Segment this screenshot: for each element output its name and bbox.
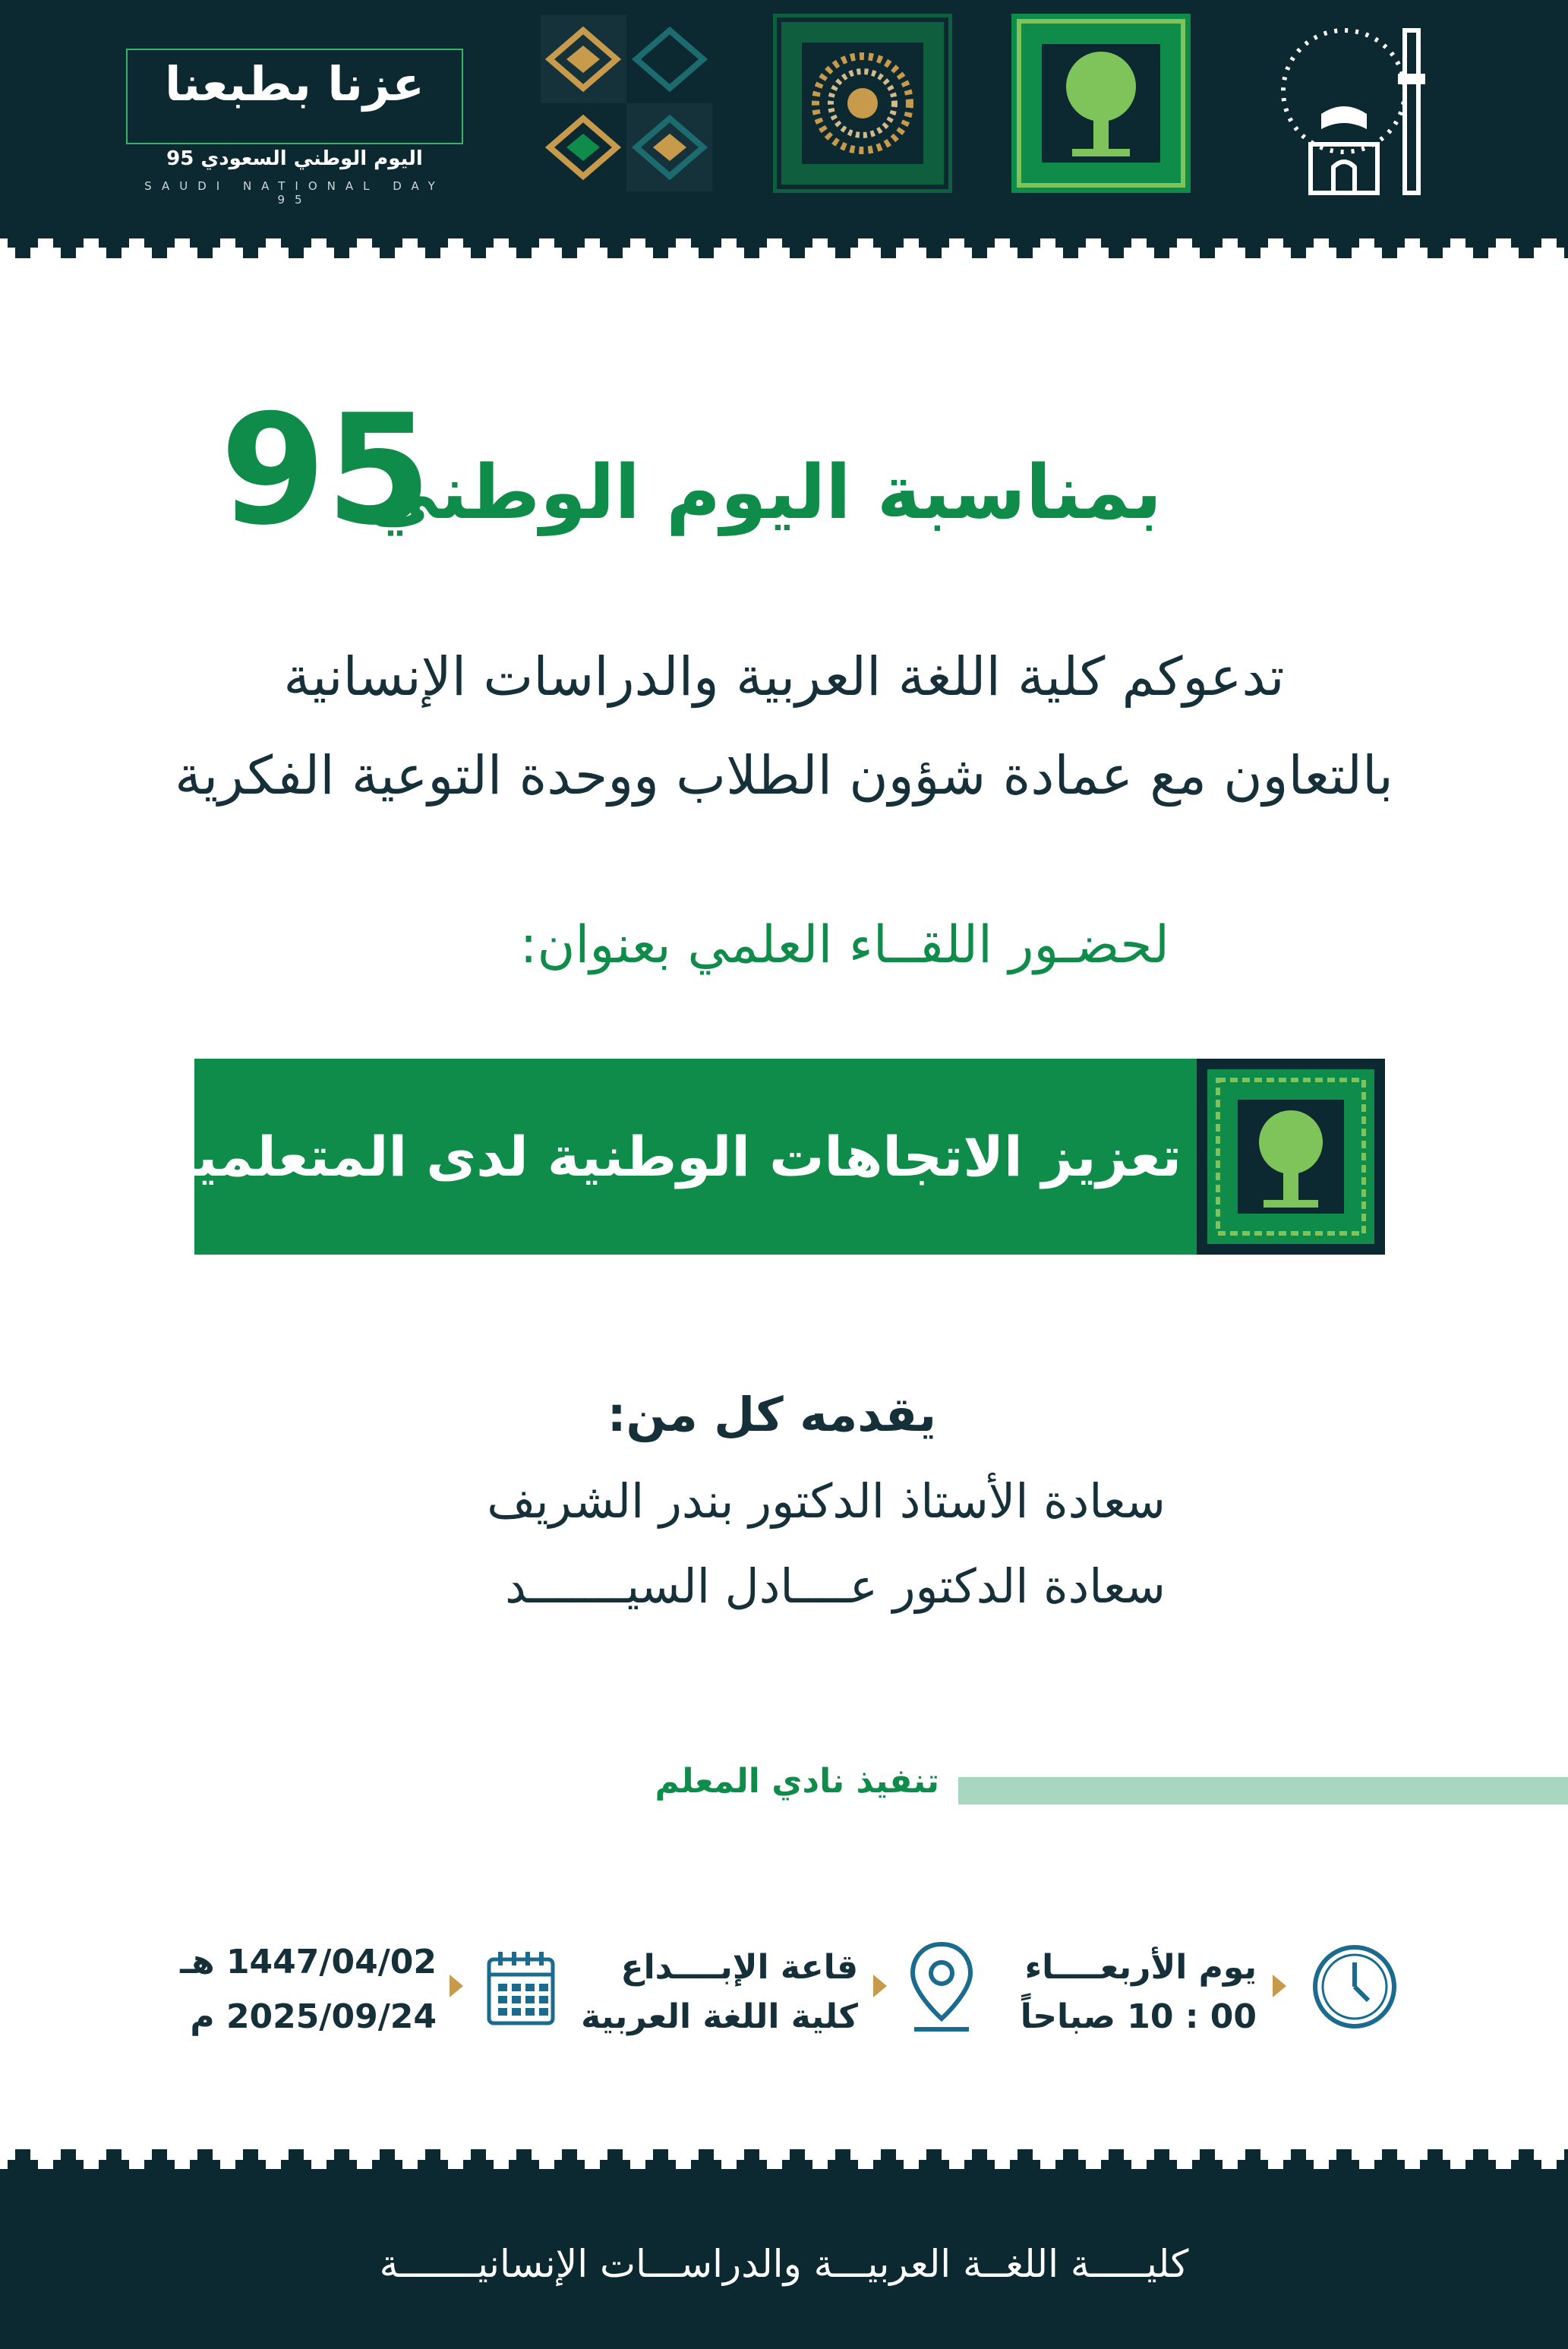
lecture-prefix: لحضـور اللقــاء العلمي بعنوان: <box>519 915 1169 975</box>
university-emblem-icon <box>1260 15 1443 197</box>
pattern-tile-tree <box>1011 14 1191 193</box>
presenters-heading: يقدمه كل من: <box>607 1387 936 1442</box>
event-hall: قاعة الإبــــداع <box>620 1948 858 1987</box>
banner-tree-tile <box>1197 1059 1385 1255</box>
time-arrow-icon <box>1273 1975 1286 1997</box>
location-pin-icon <box>908 1940 975 2034</box>
page-title: بمناسبة اليوم الوطني <box>364 450 1162 536</box>
pattern-tile-diamonds <box>541 15 712 191</box>
presenter-name: سعادة الدكتور عــــادل السيـــــــد <box>505 1558 1166 1614</box>
intro-line-1: تدعوكم كلية اللغة العربية والدراسات الإنسانية <box>283 646 1285 708</box>
clock-icon <box>1311 1943 1399 2031</box>
execution-credit: تنفيذ نادي المعلم <box>655 1762 939 1801</box>
event-time: 00 : 10 صباحاً <box>1020 1997 1257 2036</box>
logo-subtitle: اليوم الوطني السعودي 95 <box>166 147 423 170</box>
lecture-title: تعزيز الاتجاهات الوطنية لدى المتعلمين <box>147 1125 1182 1189</box>
footer-stepped-border <box>0 2149 1568 2180</box>
date-arrow-icon <box>450 1975 463 1997</box>
national-day-number: 95 <box>220 382 432 559</box>
national-day-logo <box>126 49 463 144</box>
event-day: يوم الأربعــــاء <box>1024 1948 1257 1987</box>
location-arrow-icon <box>873 1975 887 1997</box>
calendar-icon <box>484 1949 557 2028</box>
execution-accent-bar <box>958 1777 1568 1804</box>
footer-college-name: كليـــــة اللغــة العربيـــة والدراســـات الإنسانيـــــــة <box>379 2242 1189 2286</box>
presenter-name: سعادة الأستاذ الدكتور بندر الشريف <box>487 1473 1166 1529</box>
event-date-hijri: 1447/04/02 هـ <box>180 1943 437 1981</box>
logo-slogan: عزنا بطبعنا <box>165 56 424 112</box>
intro-line-2: بالتعاون مع عمادة شؤون الطلاب ووحدة التوعية الفكرية <box>175 744 1393 807</box>
event-college: كلية اللغة العربية <box>581 1997 858 2036</box>
pattern-tile-rosette <box>773 14 952 193</box>
event-date-gregorian: 2025/09/24 م <box>190 1997 437 2036</box>
logo-english: SAUDI NATIONAL DAY 95 <box>144 179 445 207</box>
tree-icon <box>1197 1059 1385 1255</box>
header-stepped-border <box>0 228 1568 258</box>
